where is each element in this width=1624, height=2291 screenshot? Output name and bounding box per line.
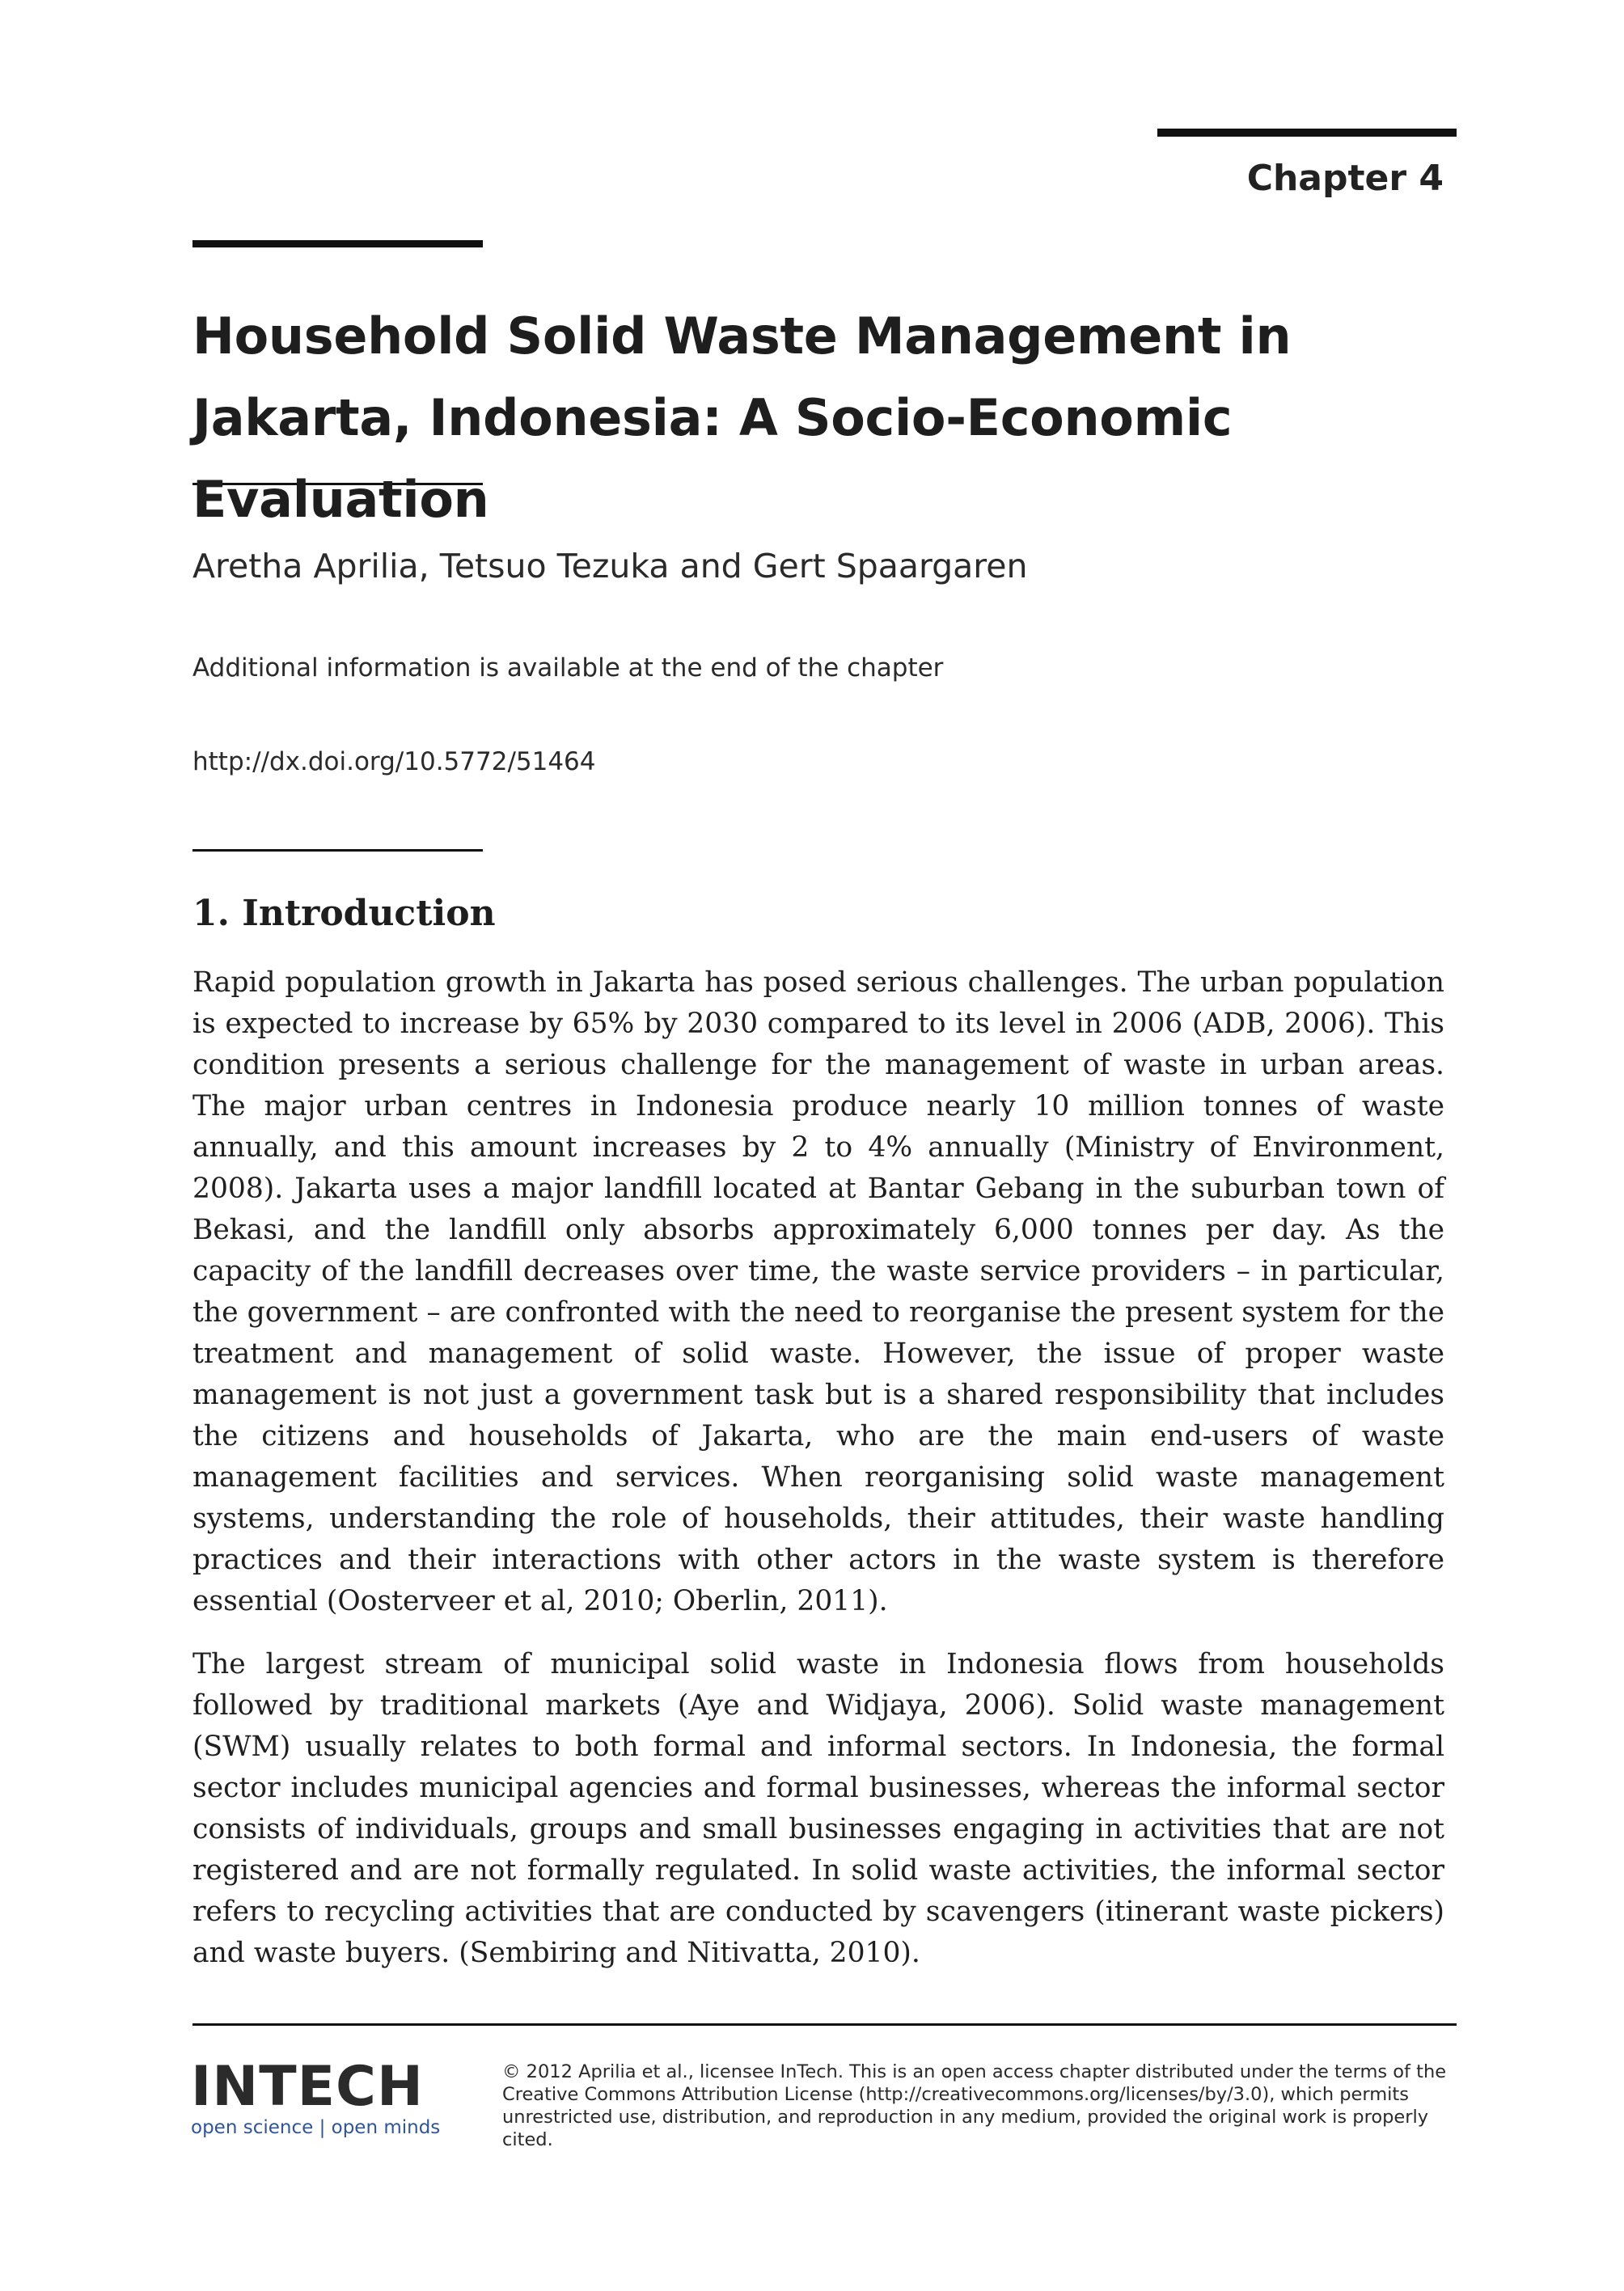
chapter-top-rule [1157, 129, 1457, 137]
section-heading: 1. Introduction [192, 893, 496, 934]
paragraph-2: The largest stream of municipal solid waste in Indonesia flows from households followed by traditional markets (Aye and Widjaya, 2006). Solid waste management (SWM) usually relates to both formal and informal sectors. In Indonesia, the formal sector includes municipal agencies and formal businesses, whereas the informal sector consists of individuals, groups and small businesses engaging in activities that are not registered and are not formally regulated. In solid waste activities, the informal sector refers to recycling activities that are conducted by scavengers (itinerant waste pickers) and waste buyers. (Sembiring and Nitivatta, 2010). [192, 1648, 1444, 1969]
additional-info-note: Additional information is available at the end of the chapter [192, 653, 944, 683]
section-divider-rule [192, 849, 483, 852]
authors: Aretha Aprilia, Tetsuo Tezuka and Gert Spaargaren [192, 547, 1028, 585]
intech-logo [191, 2055, 441, 2138]
title-top-rule [192, 240, 483, 247]
footer-rule [192, 2023, 1457, 2026]
license-notice: © 2012 Aprilia et al., licensee InTech. This is an open access chapter distributed under the terms of the Creative Commons Attribution License (http://creativecommons.org/licenses/by/3.0), which permits unrestricted use, distribution, and reproduction in any medium, provided the original work is properly cited. [502, 2061, 1447, 2150]
logo-tagline: open science | open minds [191, 2117, 441, 2138]
chapter-title: Household Solid Waste Management in Jakarta, Indonesia: A Socio-Economic Evaluation [192, 306, 1292, 529]
chapter-label: Chapter 4 [1246, 158, 1444, 199]
doi-link[interactable]: http://dx.doi.org/10.5772/51464 [192, 747, 596, 776]
paragraph-1: Rapid population growth in Jakarta has posed serious challenges. The urban population is expected to increase by 65% by 2030 compared to its level in 2006 (ADB, 2006). This condition presents a serious challenge for the management of waste in urban areas. The major urban centres in Indonesia produce nearly 10 million tonnes of waste annually, and this amount increases by 2 to 4% annually (Ministry of Environment, 2008). Jakarta uses a major landfill located at Bantar Gebang in the suburban town of Bekasi, and the landfill only absorbs approximately 6,000 tonnes per day. As the capacity of the landfill decreases over time, the waste service providers – in particular, the government – are confronted with the need to reorganise the present system for the treatment and management of solid waste. However, the issue of proper waste management is not just a government task but is a shared responsibility that includes the citizens and households of Jakarta, who are the main end-users of waste management facilities and services. When reorganising solid waste management systems, understanding the role of households, their attitudes, their waste handling practices and their interactions with other actors in the waste system is therefore essential (Oosterveer et al, 2010; Oberlin, 2011). [192, 966, 1444, 1617]
logo-wordmark: INTECH [191, 2055, 424, 2119]
